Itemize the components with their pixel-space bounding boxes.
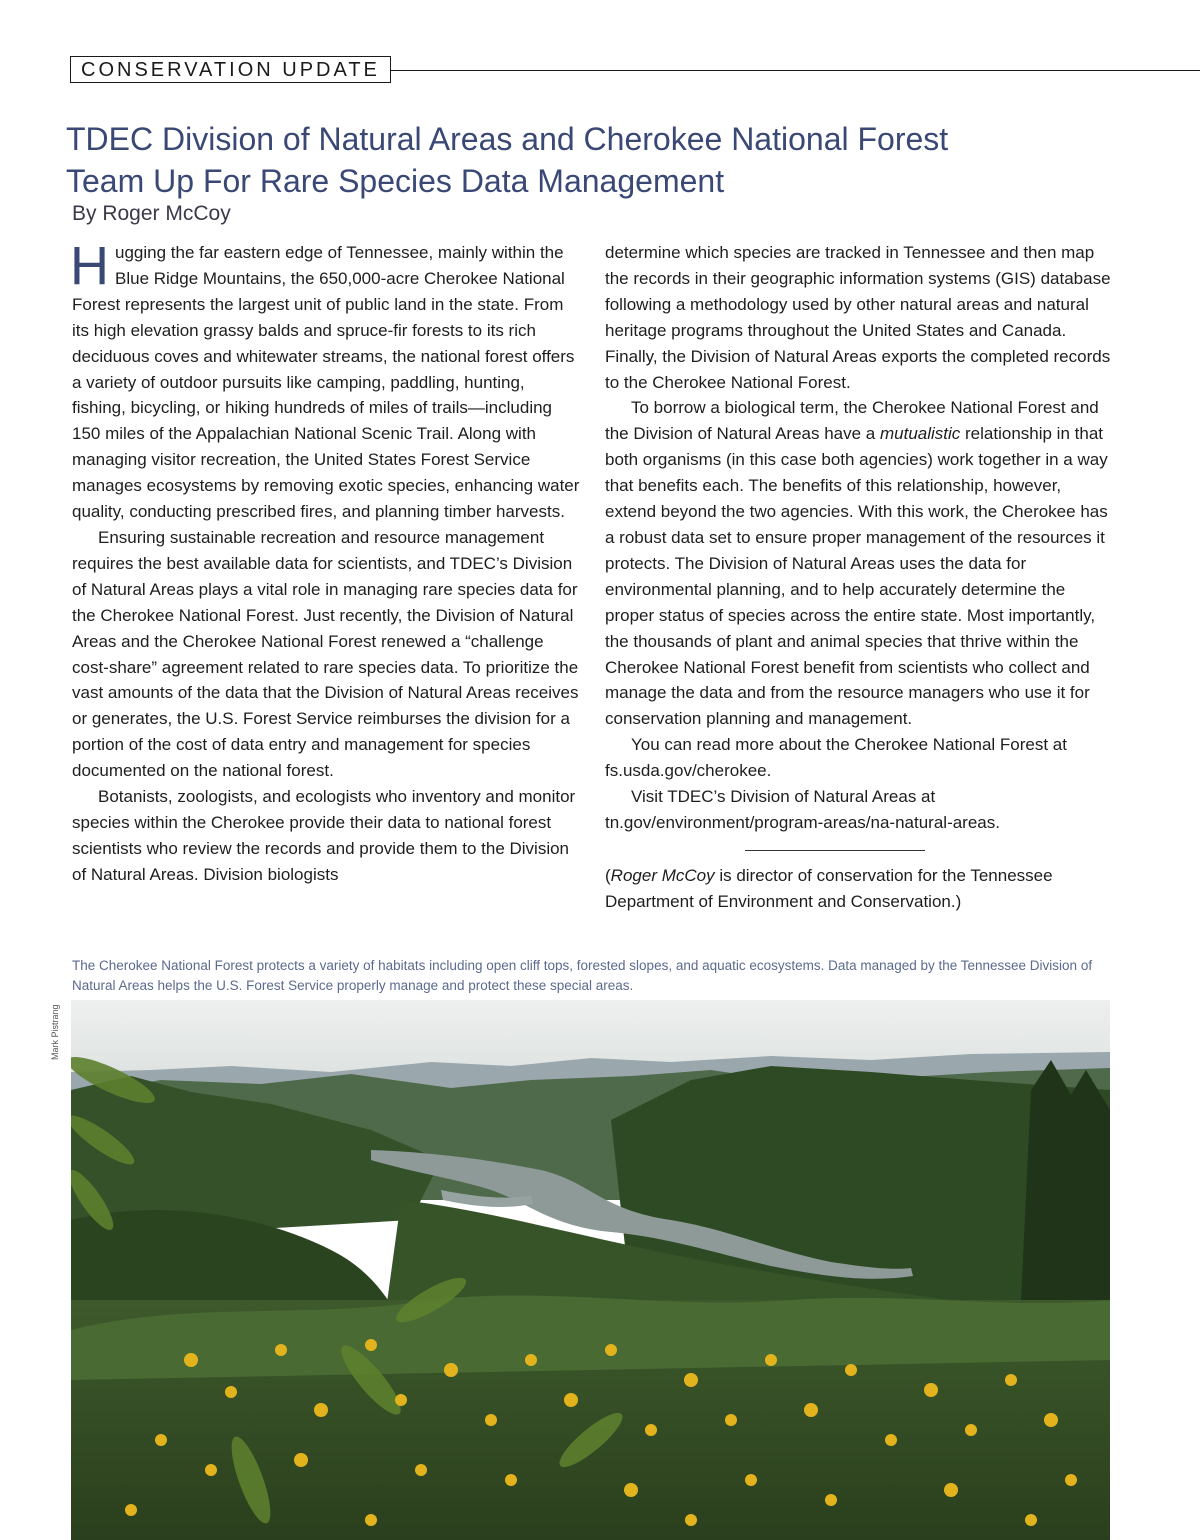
article-paragraph: Botanists, zoologists, and ecologists who inventory and monitor species within the Cherokee provide their data to national forest scientists who review the records and provide them to the Division of Natural Areas. Division biologists [72, 787, 576, 884]
author-bio [605, 863, 1113, 915]
divider-rule [745, 850, 925, 851]
photo-caption: The Cherokee National Forest protects a variety of habitats including open cliff tops, forested slopes, and aquatic ecosystems. Data managed by the Tennessee Division of Natural Areas helps the U.S. Forest Service properly manage and protect these special areas. [72, 958, 1093, 993]
article-column-right [605, 240, 1113, 915]
article-paragraph: You can read more about the Cherokee National Forest at fs.usda.gov/cherokee. [605, 735, 1067, 781]
article-paragraph: determine which species are tracked in Tennessee and then map the records in their geographic information systems (GIS) database following a methodology used by other natural areas and natural heritage programs throughout the United States and Canada. Finally, the Division of Natural Areas exports the completed records to the Cherokee National Forest. [605, 243, 1111, 392]
landscape-photo [71, 1000, 1110, 1540]
article-column-left [70, 236, 582, 888]
bio-paren: ( [605, 865, 611, 885]
section-tag: CONSERVATION UPDATE [70, 56, 391, 83]
headline-line-1: TDEC Division of Natural Areas and Cherokee National Forest [66, 121, 949, 157]
drop-cap: H [70, 236, 109, 296]
article-paragraph [70, 236, 582, 525]
author-name: Roger McCoy [610, 865, 715, 885]
headline-line-2: Team Up For Rare Species Data Management [66, 163, 725, 199]
paragraph-text: To borrow a biological term, the Cherokee National Forest and the Division of Natural Areas have a [605, 398, 1099, 444]
article-paragraph [605, 395, 1113, 732]
byline: By Roger McCoy [72, 202, 231, 225]
photo-credit: Mark Pistrang [50, 1004, 60, 1060]
paragraph-text: relationship in that both organisms (in this case both agencies) work together in a way that benefits each. The benefits of this relationship, however, extend beyond the two agencies. With this work, the Cherokee has a robust data set to ensure proper management of the resources it protects. The Division of Natural Areas uses the data for environmental planning, and to help accurately determine the proper status of species across the entire state. Most importantly, the thousands of plant and animal species that thrive within the Cherokee National Forest benefit from scientists who collect and manage the data and from the resource managers who use it for conservation planning and management. [605, 424, 1108, 729]
right-pine [1021, 1060, 1110, 1300]
article-paragraph: Ensuring sustainable recreation and resource management requires the best available data for scientists, and TDEC’s Division of Natural Areas plays a vital role in managing rare species data for the Cherokee National Forest. Just recently, the Division of Natural Areas and the Cherokee National Forest renewed a “challenge cost-share” agreement related to rare species data. To prioritize the vast amounts of the data that the Division of Natural Areas receives or generates, the U.S. Forest Service reimburses the division for a portion of the cost of data entry and management for species documented on the national forest. [72, 527, 579, 781]
article-headline [66, 118, 966, 202]
emphasis-term: mutualistic [879, 424, 961, 444]
landscape-illustration [71, 1000, 1110, 1540]
article-paragraph: Visit TDEC’s Division of Natural Areas at tn.gov/environment/program-areas/na-natural-areas. [605, 787, 1000, 832]
section-rule [386, 70, 1200, 71]
paragraph-text: ugging the far eastern edge of Tennessee, mainly within the Blue Ridge Mountains, the 650,000-acre Cherokee National Forest represents the largest unit of public land in the state. From its high elevation grassy balds and spruce-fir forests to its rich deciduous coves and whitewater streams, the national forest offers a variety of outdoor pursuits like camping, paddling, hunting, fishing, bicycling, or hiking hundreds of miles of trails—including 150 miles of the Appalachian National Scenic Trail. Along with managing visitor recreation, the United States Forest Service manages ecosystems by removing exotic species, enhancing water quality, conducting prescribed fires, and planning timber harvests. [72, 243, 580, 522]
bio-text: is director of conservation for the Tennessee Department of Environment and Conservation.) [605, 865, 1053, 911]
